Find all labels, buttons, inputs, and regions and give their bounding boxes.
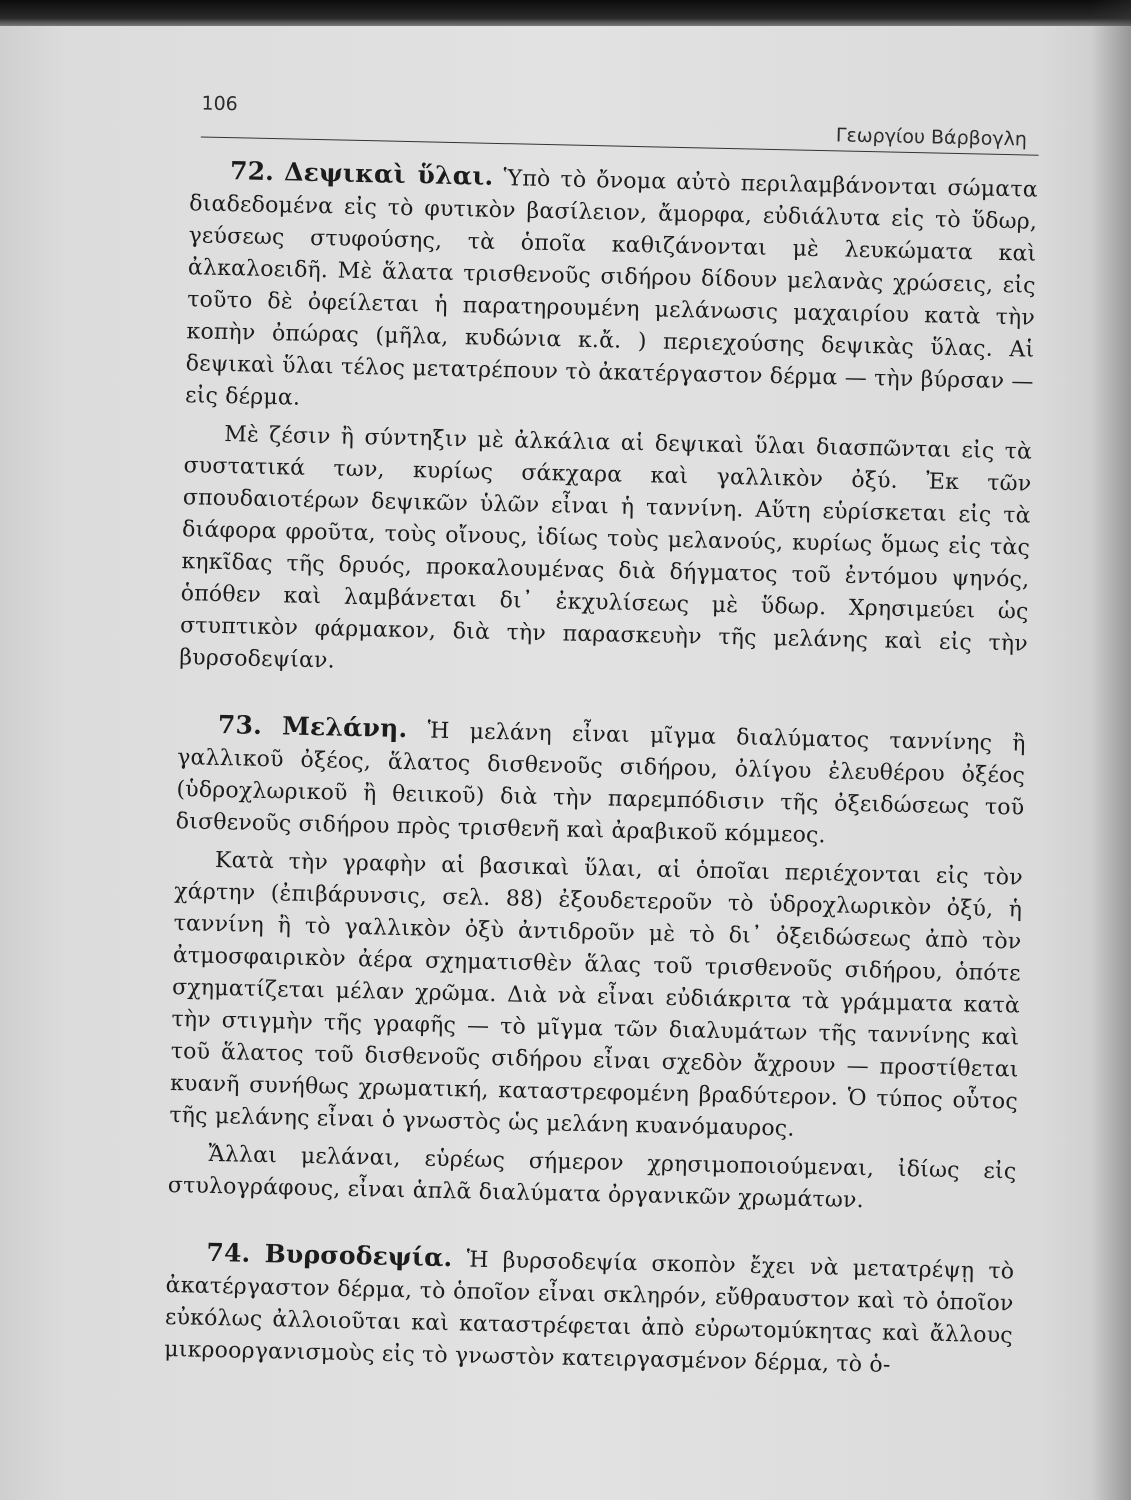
section-72 [179, 154, 1038, 692]
section-text: Ἡ βυρσοδεψία σκοπὸν ἔχει νὰ μετατρέψῃ τὸ ἀκατέργαστον δέρμα, τὸ ὁποῖον εἶναι σκληρόν, εὔθραυστον καὶ τὸ ὁποῖον εὐκόλως ἀλλοιοῦται καὶ καταστρέφεται ἀπὸ εὐρωτομύκητας καὶ ἄλλους μικροοργανισμοὺς εἰς τὸ γνωστὸν κατειργασμένον δέρμα, τὸ ὁ- [164, 1247, 1015, 1378]
section-text: Ὑπὸ τὸ ὄνομα αὐτὸ περιλαμβάνονται σώματα διαδεδομένα εἰς τὸ φυτικὸν βασίλειον, ἄμορφα, εὐδιάλυτα εἰς τὸ ὕδωρ, γεύσεως στυφούσης, τὰ ὁποῖα καθιζάνονται μὲ λευκώματα καὶ ἀλκαλοειδῆ. Μὲ ἅλατα τρισθενοῦς σιδήρου δίδουν μελανὰς χρώσεις, εἰς τοῦτο δὲ ὀφείλεται ἡ παρατηρουμένη μελάνωσις μαχαιρίου κατὰ τὴν κοπὴν ὀπώρας (μῆλα, κυδώνια κ.ἄ. ) περιεχούσης δεψικὰς ὕλας. Αἱ δεψικαὶ ὕλαι τέλος μετατρέπουν τὸ ἀκατέργαστον δέρμα — τὴν βύρσαν — εἰς δέρμα. [184, 166, 1039, 411]
page-number: 106 [201, 92, 238, 116]
page-edge-shadow [1091, 0, 1131, 1500]
scanner-top-edge [0, 0, 1131, 26]
section-title: Δεψικαὶ ὕλαι. [283, 157, 494, 191]
paragraph: Μὲ ζέσιν ἢ σύντηξιν μὲ ἀλκάλια αἱ δεψικαὶ ὕλαι διασπῶνται εἰς τὰ συστατικά των, κυρίως σάκχαρα καὶ γαλλικὸν ὀξύ. Ἐκ τῶν σπουδαιοτέρων δεψικῶν ὑλῶν εἶναι ἡ ταννίνη. Αὕτη εὑρίσκεται εἰς τὰ διάφορα φροῦτα, τοὺς οἴνους, ἰδίως τοὺς μελανούς, κυρίως ὅμως εἰς τὰς κηκῖδας τῆς δρυός, προκαλουμένας διὰ δήγματος τοῦ ἐντόμου ψηνός, ὁπόθεν καὶ λαμβάνεται δι᾽ ἐκχυλίσεως μὲ ὕδωρ. Χρησιμεύει ὡς στυπτικὸν φάρμακον, διὰ τὴν παρασκευὴν τῆς μελάνης καὶ εἰς τὴν βυρσοδεψίαν. [179, 422, 1033, 674]
section-number: 73. [217, 709, 263, 740]
section-paragraph [164, 1236, 1015, 1384]
paragraph: Κατὰ τὴν γραφὴν αἱ βασικαὶ ὕλαι, αἱ ὁποῖαι περιέχονται εἰς τὸν χάρτην (ἐπιβάρυνσις, σελ. 88) ἐξουδετεροῦν τὸ ὑδροχλωρικὸν ὀξύ, ἡ ταννίνη ἢ τὸ γαλλικὸν ὀξὺ ἀντιδροῦν μὲ τὸ δι᾽ ὀξειδώσεως ἀπὸ τὸν ἀτμοσφαιρικὸν ἀέρα σχηματισθὲν ἅλας τοῦ τρισθενοῦς σιδήρου, ὁπότε σχηματίζεται μέλαν χρῶμα. Διὰ νὰ εἶναι εὐδιάκριτα τὰ γράμματα κατὰ τὴν στιγμὴν τῆς γραφῆς — τὸ μῖγμα τῶν διαλυμάτων τῆς ταννίνης καὶ τοῦ ἅλατος τοῦ δισθενοῦς σιδήρου εἶναι σχεδὸν ἄχρουν — προστίθεται κυανῆ συνήθως χρωματική, καταστρεφομένη βραδύτερον. Ὁ τύπος οὗτος τῆς μελάνης εἶναι ὁ γνωστὸς ὡς μελάνη κυανόμαυρος. [169, 847, 1024, 1142]
section-title: Βυρσοδεψία. [264, 1239, 453, 1273]
section-number: 72. [229, 156, 275, 187]
section-text: Ἡ μελάνη εἶναι μῖγμα διαλύματος ταννίνης ἢ γαλλικοῦ ὀξέος, ἅλατος δισθενοῦς σιδήρου, ὀλίγου ἐλευθέρου ὀξέος (ὑδροχλωρικοῦ ἢ θειικοῦ) διὰ τὴν παρεμπόδισιν τῆς ὀξειδώσεως τοῦ δισθενοῦς σιδήρου πρὸς τρισθενῆ καὶ ἀραβικοῦ κόμμεος. [175, 718, 1026, 849]
book-page [149, 80, 1039, 1498]
paragraph: Ἄλλαι μελάναι, εὑρέως σήμερον χρησιμοποιούμεναι, ἰδίως εἰς στυλογράφους, εἶναι ἁπλᾶ διαλύματα ὀργανικῶν χρωμάτων. [167, 1141, 1017, 1214]
section-74 [164, 1236, 1015, 1384]
section-paragraph [175, 708, 1026, 856]
running-title: Γεωργίου Βάρβογλη [835, 124, 1028, 151]
section-title: Μελάνη. [281, 711, 408, 744]
section-number: 74. [206, 1237, 251, 1268]
section-paragraph [185, 154, 1038, 430]
section-73 [168, 708, 1027, 1220]
